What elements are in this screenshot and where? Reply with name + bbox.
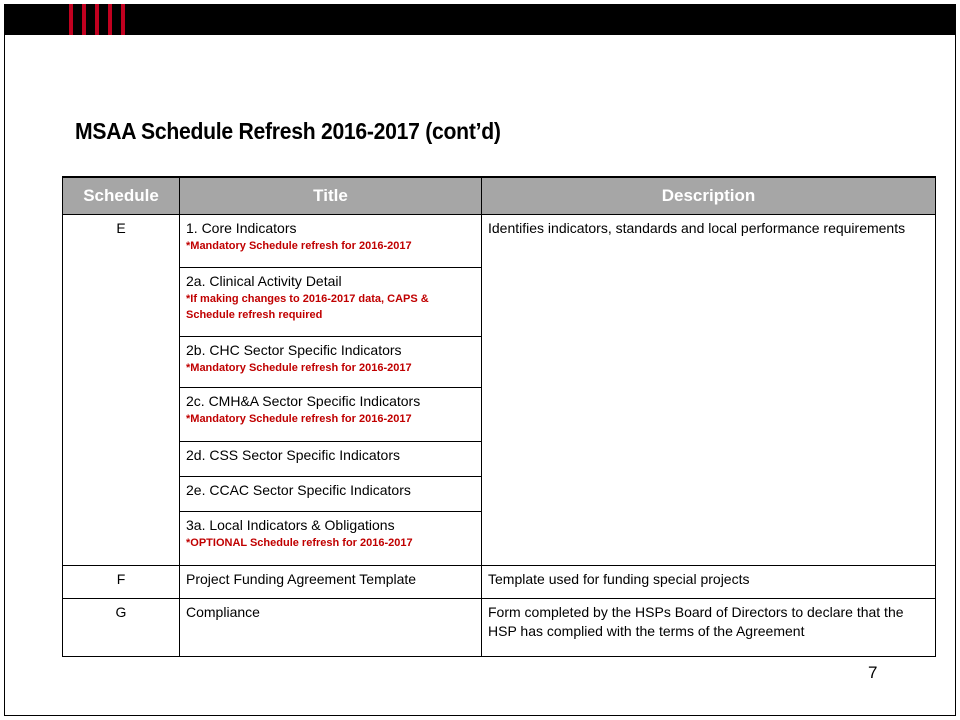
schedule-cell: F	[63, 566, 180, 599]
refresh-note: *Mandatory Schedule refresh for 2016-2017	[186, 240, 412, 252]
title-text: 3a. Local Indicators & Obligations	[186, 517, 395, 533]
title-text: 1. Core Indicators	[186, 220, 297, 236]
top-bar	[4, 4, 956, 35]
schedule-cell: G	[63, 599, 180, 657]
slide-title: MSAA Schedule Refresh 2016-2017 (cont’d)	[75, 118, 501, 144]
header-title: Title	[180, 177, 482, 215]
title-cell	[180, 442, 482, 477]
title-text: 2a. Clinical Activity Detail	[186, 273, 342, 289]
title-text: 2d. CSS Sector Specific Indicators	[186, 447, 400, 463]
schedule-cell: E	[63, 215, 180, 566]
decorative-bar	[82, 4, 86, 35]
refresh-note: *If making changes to 2016-2017 data, CAPS & Schedule refresh required	[186, 293, 429, 321]
table-row	[63, 566, 936, 599]
title-text: 2e. CCAC Sector Specific Indicators	[186, 482, 411, 498]
description-cell: Template used for funding special projects	[482, 566, 936, 599]
refresh-note: *OPTIONAL Schedule refresh for 2016-2017	[186, 537, 413, 549]
title-cell	[180, 512, 482, 566]
header-schedule: Schedule	[63, 177, 180, 215]
table-row	[63, 599, 936, 657]
header-description: Description	[482, 177, 936, 215]
title-cell	[180, 215, 482, 268]
schedule-table	[62, 176, 936, 657]
table-header-row	[63, 177, 936, 215]
table-row	[63, 215, 936, 268]
title-text: 2b. CHC Sector Specific Indicators	[186, 342, 402, 358]
frame-border-bottom	[4, 715, 956, 716]
description-cell: Form completed by the HSPs Board of Directors to declare that the HSP has complied with the terms of the Agreement	[482, 599, 936, 657]
refresh-note: *Mandatory Schedule refresh for 2016-2017	[186, 362, 412, 374]
title-text: 2c. CMH&A Sector Specific Indicators	[186, 393, 421, 409]
decorative-bar	[69, 4, 73, 35]
title-cell: Compliance	[180, 599, 482, 657]
frame-border-right	[955, 4, 956, 716]
title-cell	[180, 388, 482, 442]
frame-border-left	[4, 4, 5, 716]
decorative-bar	[108, 4, 112, 35]
refresh-note: *Mandatory Schedule refresh for 2016-2017	[186, 413, 412, 425]
decorative-bar	[95, 4, 99, 35]
title-cell: Project Funding Agreement Template	[180, 566, 482, 599]
description-cell: Identifies indicators, standards and local performance requirements	[482, 215, 936, 566]
decorative-bar	[121, 4, 125, 35]
title-cell	[180, 477, 482, 512]
title-cell	[180, 268, 482, 337]
page-number: 7	[868, 663, 878, 682]
title-cell	[180, 337, 482, 388]
